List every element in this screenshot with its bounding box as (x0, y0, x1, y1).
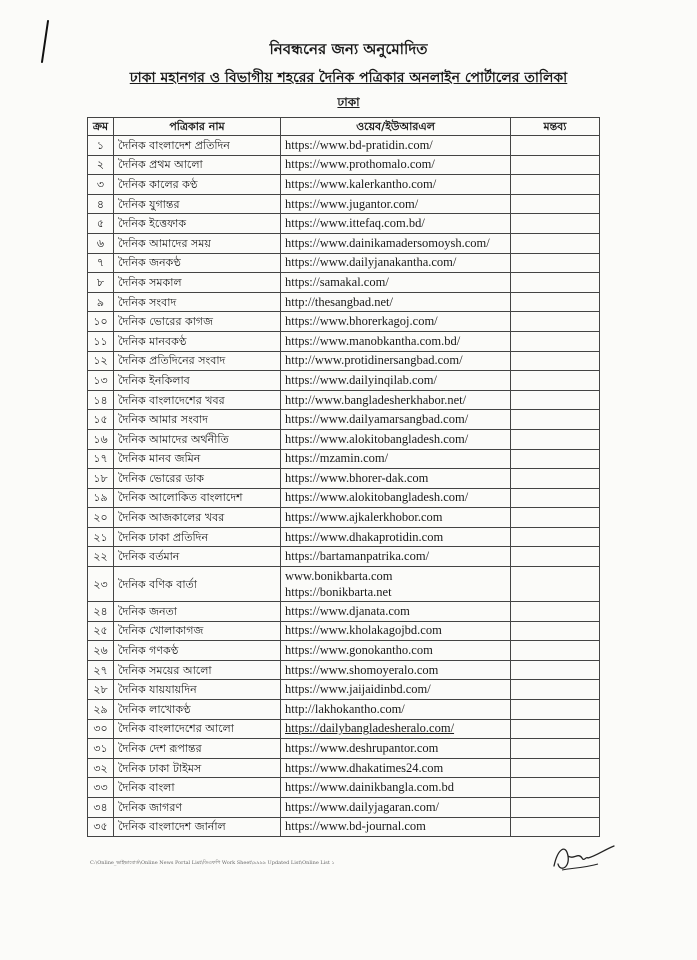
row-newspaper-name: দৈনিক প্রতিদিনের সংবাদ (114, 351, 281, 371)
row-url: http://www.protidinersangbad.com/ (281, 351, 511, 371)
row-url: https://samakal.com/ (281, 273, 511, 293)
row-remark (511, 719, 600, 739)
table-row (88, 758, 600, 778)
row-newspaper-name: দৈনিক আমাদের অর্থনীতি (114, 429, 281, 449)
row-url: https://mzamin.com/ (281, 449, 511, 469)
row-newspaper-name: দৈনিক যুগান্তর (114, 194, 281, 214)
row-newspaper-name: দৈনিক বাংলাদেশের আলো (114, 719, 281, 739)
table-row (88, 175, 600, 195)
row-serial: ১৩ (88, 371, 114, 391)
table-row (88, 488, 600, 508)
row-serial: ১৭ (88, 449, 114, 469)
table-row (88, 194, 600, 214)
table-row (88, 429, 600, 449)
row-url: https://www.jugantor.com/ (281, 194, 511, 214)
row-serial: ২১ (88, 527, 114, 547)
row-newspaper-name: দৈনিক ভোরের কাগজ (114, 312, 281, 332)
row-remark (511, 547, 600, 567)
row-url: https://www.shomoyeralo.com (281, 660, 511, 680)
row-url: http://lakhokantho.com/ (281, 700, 511, 720)
row-serial: ১৬ (88, 429, 114, 449)
row-newspaper-name: দৈনিক প্রথম আলো (114, 155, 281, 175)
row-newspaper-name: দৈনিক বাংলা (114, 778, 281, 798)
row-serial: ২৭ (88, 660, 114, 680)
row-serial: ৩ (88, 175, 114, 195)
table-row (88, 351, 600, 371)
table-body (88, 136, 600, 837)
row-newspaper-name: দৈনিক জনতা (114, 602, 281, 622)
row-serial: ৯ (88, 292, 114, 312)
table-row (88, 660, 600, 680)
row-url-line: www.bonikbarta.com (285, 569, 393, 584)
row-serial: ৩৩ (88, 778, 114, 798)
file-path-footer: C:\Online_ভাইভাবোর্ড\Online News Portal List\ডিএফপি Work Sheet\৯৯৯৯ Updated List\Online List ১ (90, 860, 335, 866)
row-url: https://www.dainikbangla.com.bd (281, 778, 511, 798)
table-row (88, 273, 600, 293)
row-serial: ৪ (88, 194, 114, 214)
row-serial: ২৫ (88, 621, 114, 641)
row-serial: ২৮ (88, 680, 114, 700)
table-row (88, 292, 600, 312)
row-serial: ৩৪ (88, 798, 114, 818)
signature (548, 838, 618, 878)
row-newspaper-name: দৈনিক সময়ের আলো (114, 660, 281, 680)
portal-list-table (87, 117, 600, 837)
row-url: https://www.deshrupantor.com (281, 739, 511, 759)
row-remark (511, 214, 600, 234)
row-newspaper-name: দৈনিক বাংলাদেশের খবর (114, 390, 281, 410)
row-url: https://www.kalerkantho.com/ (281, 175, 511, 195)
row-remark (511, 449, 600, 469)
table-row (88, 527, 600, 547)
row-url: https://www.dailyinqilab.com/ (281, 371, 511, 391)
row-url (281, 567, 511, 602)
row-newspaper-name: দৈনিক সমকাল (114, 273, 281, 293)
row-url: https://www.dailyamarsangbad.com/ (281, 410, 511, 430)
row-remark (511, 621, 600, 641)
row-url: https://www.ajkalerkhobor.com (281, 508, 511, 528)
row-url: https://www.djanata.com (281, 602, 511, 622)
row-url: https://www.bd-journal.com (281, 817, 511, 837)
row-remark (511, 798, 600, 818)
row-remark (511, 758, 600, 778)
table-row (88, 602, 600, 622)
row-remark (511, 429, 600, 449)
table-row (88, 155, 600, 175)
row-serial: ১৯ (88, 488, 114, 508)
row-newspaper-name: দৈনিক জাগরণ (114, 798, 281, 818)
row-remark (511, 410, 600, 430)
table-row (88, 331, 600, 351)
table-row (88, 778, 600, 798)
row-serial: ৩৫ (88, 817, 114, 837)
row-serial: ৬ (88, 233, 114, 253)
row-url: https://www.dhakatimes24.com (281, 758, 511, 778)
row-newspaper-name: দৈনিক বাংলাদেশ জার্নাল (114, 817, 281, 837)
row-url: https://www.bhorerkagoj.com/ (281, 312, 511, 332)
row-serial: ১ (88, 136, 114, 156)
row-newspaper-name: দৈনিক গণকণ্ঠ (114, 641, 281, 661)
table-header-row (88, 118, 600, 136)
column-header-serial: ক্রম (88, 118, 114, 136)
row-newspaper-name: দৈনিক বাংলাদেশ প্রতিদিন (114, 136, 281, 156)
row-newspaper-name: দৈনিক ইনকিলাব (114, 371, 281, 391)
row-url: https://www.alokitobangladesh.com/ (281, 429, 511, 449)
row-newspaper-name: দৈনিক আমার সংবাদ (114, 410, 281, 430)
row-remark (511, 312, 600, 332)
table-row (88, 817, 600, 837)
row-newspaper-name: দৈনিক আমাদের সময় (114, 233, 281, 253)
table-row (88, 233, 600, 253)
row-url: http://www.bangladesherkhabor.net/ (281, 390, 511, 410)
table-row (88, 390, 600, 410)
table-row (88, 214, 600, 234)
table-row (88, 253, 600, 273)
table-row (88, 469, 600, 489)
row-remark (511, 273, 600, 293)
row-remark (511, 602, 600, 622)
row-serial: ১১ (88, 331, 114, 351)
row-remark (511, 390, 600, 410)
row-newspaper-name: দৈনিক মানব জমিন (114, 449, 281, 469)
row-serial: ৩০ (88, 719, 114, 739)
row-newspaper-name: দৈনিক বর্তমান (114, 547, 281, 567)
row-url: http://thesangbad.net/ (281, 292, 511, 312)
row-newspaper-name: দৈনিক লাখোকণ্ঠ (114, 700, 281, 720)
row-remark (511, 778, 600, 798)
table-row (88, 371, 600, 391)
row-url-line: https://bonikbarta.net (285, 585, 392, 600)
row-url: https://www.alokitobangladesh.com/ (281, 488, 511, 508)
table-row (88, 739, 600, 759)
row-url: https://www.dailyjanakantha.com/ (281, 253, 511, 273)
row-serial: ৩২ (88, 758, 114, 778)
section-heading: ঢাকা (337, 95, 360, 109)
row-remark (511, 527, 600, 547)
row-remark (511, 641, 600, 661)
row-newspaper-name: দৈনিক কালের কণ্ঠ (114, 175, 281, 195)
row-remark (511, 331, 600, 351)
row-remark (511, 233, 600, 253)
row-remark (511, 253, 600, 273)
table-row (88, 700, 600, 720)
row-serial: ১৮ (88, 469, 114, 489)
row-remark (511, 488, 600, 508)
row-serial: ২৬ (88, 641, 114, 661)
row-serial: ১০ (88, 312, 114, 332)
row-serial: ২২ (88, 547, 114, 567)
table-row (88, 621, 600, 641)
row-serial: ১৫ (88, 410, 114, 430)
row-newspaper-name: দৈনিক ঢাকা প্রতিদিন (114, 527, 281, 547)
table-row (88, 719, 600, 739)
table-row (88, 567, 600, 602)
row-remark (511, 508, 600, 528)
document-title: নিবন্ধনের জন্য অনুমোদিত (269, 40, 428, 58)
row-serial: ১২ (88, 351, 114, 371)
row-remark (511, 680, 600, 700)
row-remark (511, 469, 600, 489)
row-newspaper-name: দৈনিক যায়যায়দিন (114, 680, 281, 700)
row-serial: ২ (88, 155, 114, 175)
table-row (88, 680, 600, 700)
column-header-name: পত্রিকার নাম (114, 118, 281, 136)
row-serial: ২৩ (88, 567, 114, 602)
row-url: https://www.kholakagojbd.com (281, 621, 511, 641)
row-serial: ২৪ (88, 602, 114, 622)
row-remark (511, 700, 600, 720)
table-row (88, 312, 600, 332)
row-remark (511, 371, 600, 391)
table-row (88, 136, 600, 156)
row-url: https://www.gonokantho.com (281, 641, 511, 661)
row-url: https://bartamanpatrika.com/ (281, 547, 511, 567)
row-remark (511, 817, 600, 837)
table-row (88, 508, 600, 528)
column-header-url: ওয়েব/ইউআরএল (281, 118, 511, 136)
row-remark (511, 660, 600, 680)
row-remark (511, 567, 600, 602)
row-url: https://www.prothomalo.com/ (281, 155, 511, 175)
row-url: https://www.dhakaprotidin.com (281, 527, 511, 547)
table-row (88, 641, 600, 661)
row-newspaper-name: দৈনিক জনকণ্ঠ (114, 253, 281, 273)
table-row (88, 449, 600, 469)
row-newspaper-name: দৈনিক আজকালের খবর (114, 508, 281, 528)
row-remark (511, 292, 600, 312)
row-remark (511, 351, 600, 371)
row-serial: ৮ (88, 273, 114, 293)
table-row (88, 410, 600, 430)
row-url: https://www.ittefaq.com.bd/ (281, 214, 511, 234)
row-remark (511, 175, 600, 195)
row-url: https://www.manobkantha.com.bd/ (281, 331, 511, 351)
table-row (88, 798, 600, 818)
row-serial: ৫ (88, 214, 114, 234)
row-newspaper-name: দৈনিক ঢাকা টাইমস (114, 758, 281, 778)
row-remark (511, 194, 600, 214)
row-serial: ৭ (88, 253, 114, 273)
column-header-remark: মন্তব্য (511, 118, 600, 136)
row-url: https://www.jaijaidinbd.com/ (281, 680, 511, 700)
row-serial: ২০ (88, 508, 114, 528)
row-newspaper-name: দৈনিক খোলাকাগজ (114, 621, 281, 641)
row-newspaper-name: দৈনিক বণিক বার্তা (114, 567, 281, 602)
row-newspaper-name: দৈনিক ভোরের ডাক (114, 469, 281, 489)
row-url: https://www.bd-pratidin.com/ (281, 136, 511, 156)
row-url: https://www.dainikamadersomoysh.com/ (281, 233, 511, 253)
row-newspaper-name: দৈনিক ইত্তেফাক (114, 214, 281, 234)
row-serial: ৩১ (88, 739, 114, 759)
row-remark (511, 155, 600, 175)
row-remark (511, 136, 600, 156)
row-url: https://www.bhorer-dak.com (281, 469, 511, 489)
row-newspaper-name: দৈনিক মানবকণ্ঠ (114, 331, 281, 351)
row-newspaper-name: দৈনিক দেশ রূপান্তর (114, 739, 281, 759)
table-row (88, 547, 600, 567)
document-subtitle: ঢাকা মহানগর ও বিভাগীয় শহরের দৈনিক পত্রিকার অনলাইন পোর্টালের তালিকা (129, 70, 568, 86)
row-serial: ২৯ (88, 700, 114, 720)
row-newspaper-name: দৈনিক আলোকিত বাংলাদেশ (114, 488, 281, 508)
row-url: https://www.dailyjagaran.com/ (281, 798, 511, 818)
row-serial: ১৪ (88, 390, 114, 410)
row-remark (511, 739, 600, 759)
row-url: https://dailybangladesheralo.com/ (281, 719, 511, 739)
row-newspaper-name: দৈনিক সংবাদ (114, 292, 281, 312)
